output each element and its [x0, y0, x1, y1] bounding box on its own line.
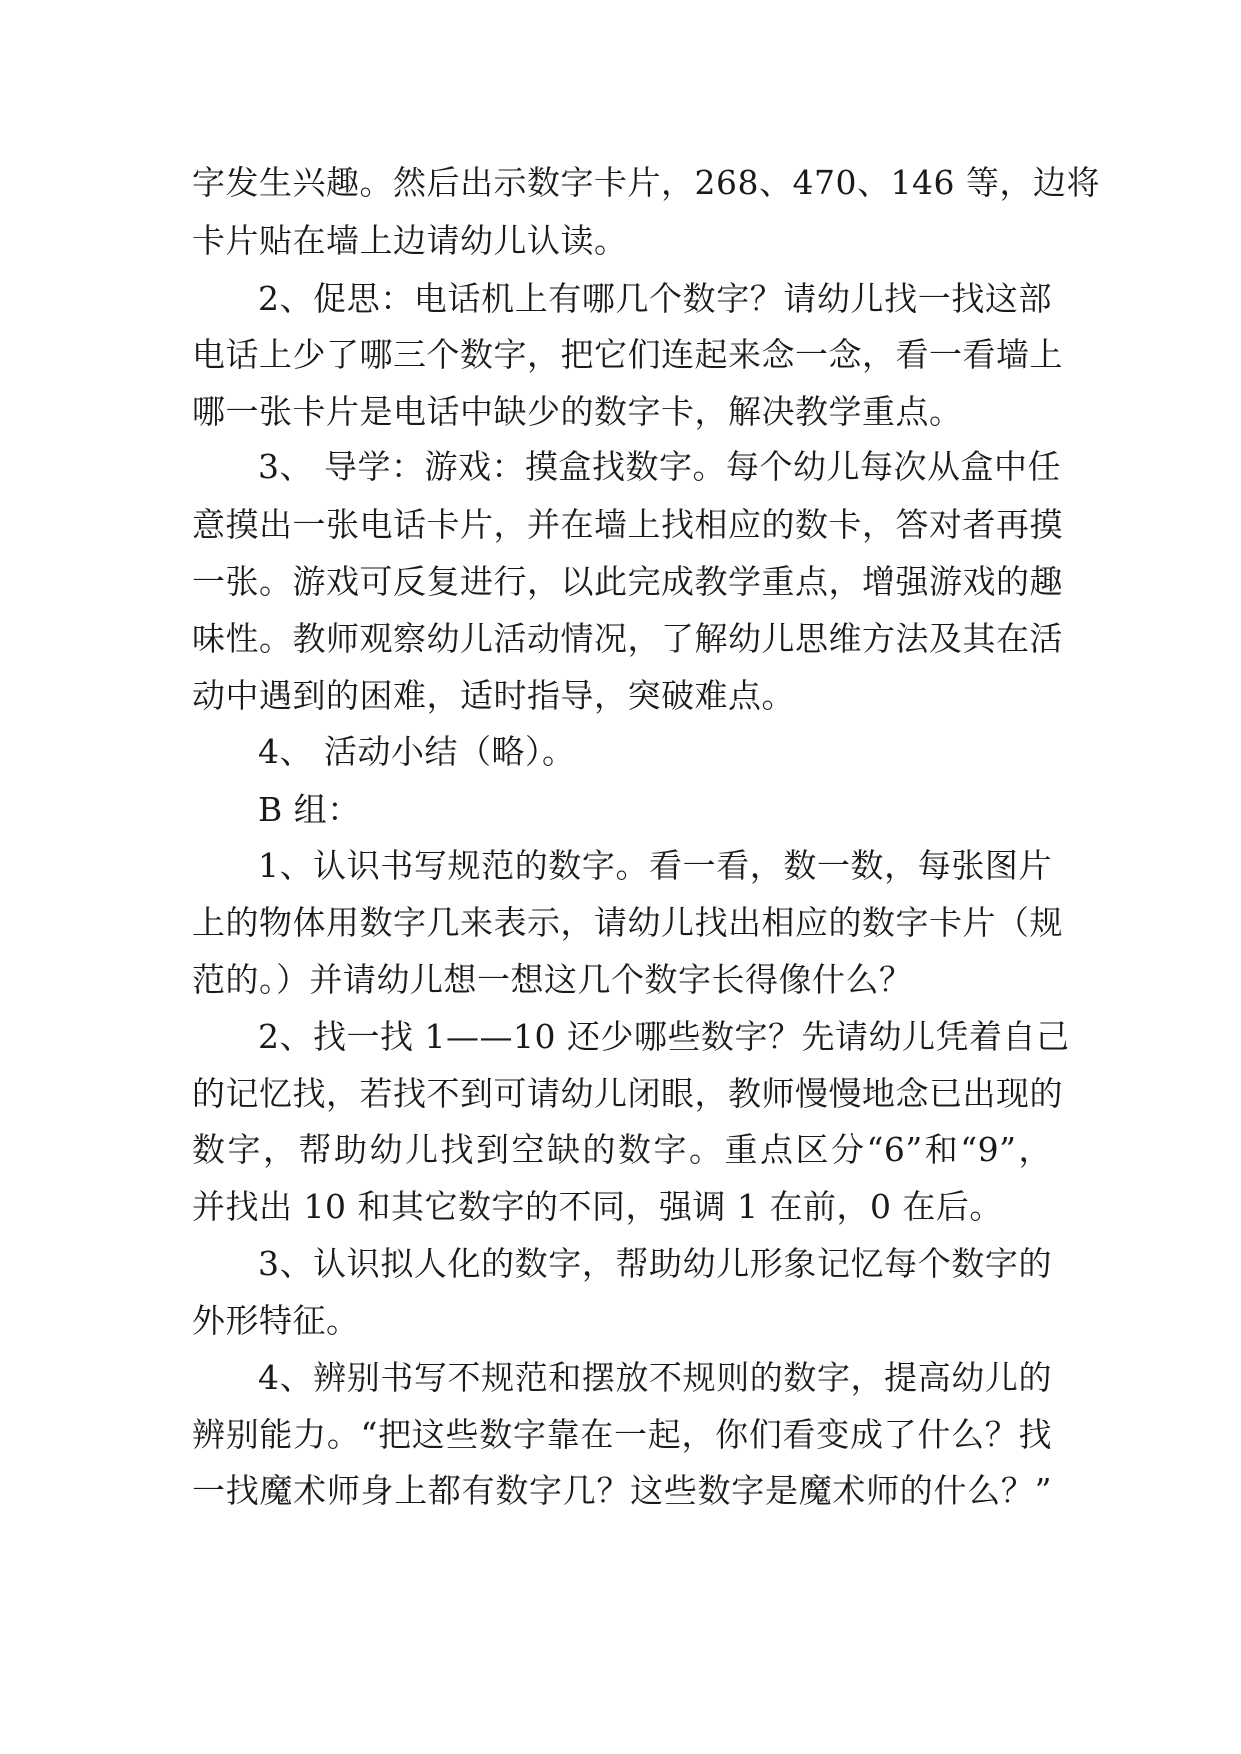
text-line: 一张。游戏可反复进行，以此完成教学重点，增强游戏的趣 [192, 562, 1063, 601]
text-line: 4、 活动小结（略）。 [258, 732, 576, 771]
text-line: 数字，帮助幼儿找到空缺的数字。重点区分“6”和“9”， [192, 1130, 1052, 1169]
text-line: 味性。教师观察幼儿活动情况，了解幼儿思维方法及其在活 [192, 619, 1063, 658]
text-line: 字发生兴趣。然后出示数字卡片，268、470、146 等，边将 [192, 163, 1100, 202]
text-line: 意摸出一张电话卡片，并在墙上找相应的数卡，答对者再摸 [192, 505, 1063, 544]
text-line: 的记忆找，若找不到可请幼儿闭眼，教师慢慢地念已出现的 [192, 1074, 1063, 1113]
text-line: 1、认识书写规范的数字。看一看，数一数，每张图片 [258, 846, 1052, 885]
text-line: 辨别能力。“把这些数字靠在一起，你们看变成了什么？找 [192, 1415, 1052, 1454]
text-line: 并找出 10 和其它数字的不同，强调 1 在前，0 在后。 [192, 1187, 1003, 1226]
text-line: 4、辨别书写不规范和摆放不规则的数字，提高幼儿的 [258, 1358, 1052, 1397]
text-line: 电话上少了哪三个数字，把它们连起来念一念，看一看墙上 [192, 335, 1063, 374]
text-line: 范的。）并请幼儿想一想这几个数字长得像什么？ [192, 960, 913, 999]
text-line: 动中遇到的困难，适时指导，突破难点。 [192, 676, 795, 715]
text-line: 2、找一找 1——10 还少哪些数字？先请幼儿凭着自己 [258, 1017, 1070, 1056]
text-line: B 组： [258, 790, 361, 829]
text-line: 3、认识拟人化的数字，帮助幼儿形象记忆每个数字的 [258, 1244, 1052, 1283]
text-line: 上的物体用数字几来表示，请幼儿找出相应的数字卡片（规 [192, 903, 1063, 942]
text-line: 一找魔术师身上都有数字几？这些数字是魔术师的什么？” [192, 1471, 1052, 1510]
text-line: 卡片贴在墙上边请幼儿认读。 [192, 221, 628, 260]
text-line: 2、促思：电话机上有哪几个数字？请幼儿找一找这部 [258, 279, 1052, 318]
text-line: 3、 导学：游戏：摸盒找数字。每个幼儿每次从盒中任 [258, 447, 1061, 486]
text-line: 哪一张卡片是电话中缺少的数字卡，解决教学重点。 [192, 392, 963, 431]
text-line: 外形特征。 [192, 1301, 360, 1340]
